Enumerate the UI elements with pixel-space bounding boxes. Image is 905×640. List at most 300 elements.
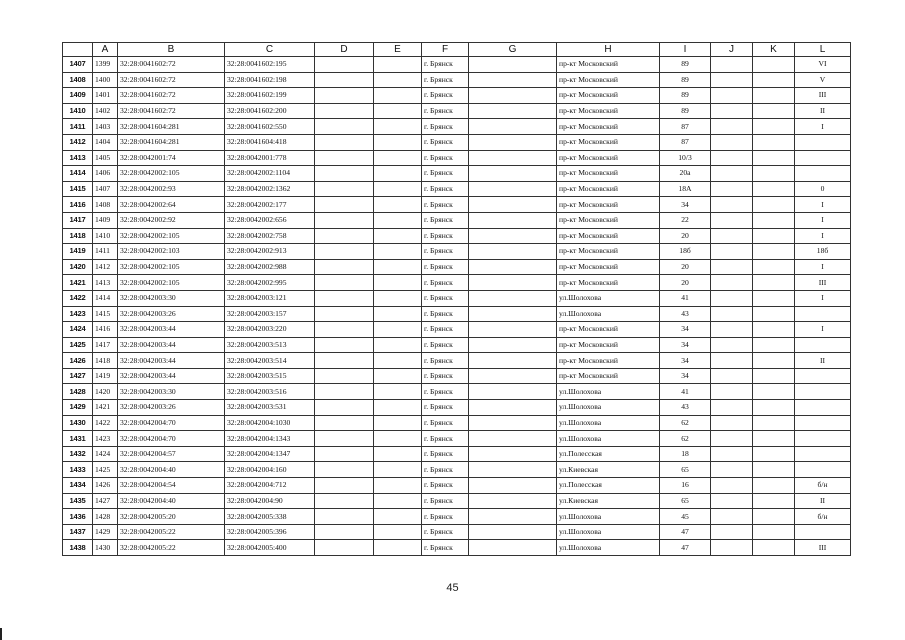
cell-j[interactable] bbox=[711, 150, 753, 166]
cell-j[interactable] bbox=[711, 462, 753, 478]
cell-k[interactable] bbox=[753, 134, 795, 150]
cell-a[interactable]: 1422 bbox=[93, 415, 118, 431]
cell-a[interactable]: 1421 bbox=[93, 400, 118, 416]
cell-l[interactable]: б/н bbox=[795, 509, 851, 525]
cell-g[interactable] bbox=[469, 197, 557, 213]
cell-d[interactable] bbox=[315, 493, 374, 509]
cell-d[interactable] bbox=[315, 57, 374, 73]
cell-a[interactable]: 1414 bbox=[93, 290, 118, 306]
cell-i[interactable]: 89 bbox=[660, 88, 711, 104]
cell-d[interactable] bbox=[315, 368, 374, 384]
cell-c[interactable]: 32:28:0042002:656 bbox=[225, 212, 315, 228]
cell-b[interactable]: 32:28:0042005:22 bbox=[118, 524, 225, 540]
cell-d[interactable] bbox=[315, 259, 374, 275]
cell-c[interactable]: 32:28:0042004:90 bbox=[225, 493, 315, 509]
cell-f[interactable]: г. Брянск bbox=[422, 384, 469, 400]
cell-c[interactable]: 32:28:0042002:1362 bbox=[225, 181, 315, 197]
cell-b[interactable]: 32:28:0042004:40 bbox=[118, 462, 225, 478]
column-header-b[interactable]: B bbox=[118, 43, 225, 57]
cell-c[interactable]: 32:28:0041602:199 bbox=[225, 88, 315, 104]
cell-d[interactable] bbox=[315, 166, 374, 182]
cell-l[interactable]: 18б bbox=[795, 244, 851, 260]
cell-f[interactable]: г. Брянск bbox=[422, 259, 469, 275]
row-number[interactable]: 1414 bbox=[63, 166, 93, 182]
row-number[interactable]: 1432 bbox=[63, 446, 93, 462]
cell-h[interactable]: пр-кт Московский bbox=[557, 368, 660, 384]
cell-i[interactable]: 10/3 bbox=[660, 150, 711, 166]
cell-b[interactable]: 32:28:0042003:44 bbox=[118, 337, 225, 353]
cell-k[interactable] bbox=[753, 368, 795, 384]
cell-i[interactable]: 47 bbox=[660, 524, 711, 540]
cell-d[interactable] bbox=[315, 244, 374, 260]
row-number[interactable]: 1418 bbox=[63, 228, 93, 244]
cell-k[interactable] bbox=[753, 524, 795, 540]
cell-h[interactable]: пр-кт Московский bbox=[557, 88, 660, 104]
cell-j[interactable] bbox=[711, 119, 753, 135]
cell-g[interactable] bbox=[469, 431, 557, 447]
cell-c[interactable]: 32:28:0042005:396 bbox=[225, 524, 315, 540]
cell-c[interactable]: 32:28:0042003:121 bbox=[225, 290, 315, 306]
cell-j[interactable] bbox=[711, 431, 753, 447]
row-number[interactable]: 1434 bbox=[63, 478, 93, 494]
cell-d[interactable] bbox=[315, 212, 374, 228]
cell-j[interactable] bbox=[711, 384, 753, 400]
cell-g[interactable] bbox=[469, 400, 557, 416]
cell-d[interactable] bbox=[315, 275, 374, 291]
cell-e[interactable] bbox=[374, 275, 422, 291]
cell-e[interactable] bbox=[374, 524, 422, 540]
cell-i[interactable]: 65 bbox=[660, 462, 711, 478]
cell-l[interactable]: I bbox=[795, 212, 851, 228]
cell-l[interactable]: I bbox=[795, 322, 851, 338]
cell-e[interactable] bbox=[374, 337, 422, 353]
cell-a[interactable]: 1429 bbox=[93, 524, 118, 540]
cell-d[interactable] bbox=[315, 431, 374, 447]
cell-i[interactable]: 34 bbox=[660, 322, 711, 338]
cell-c[interactable]: 32:28:0042005:338 bbox=[225, 509, 315, 525]
cell-g[interactable] bbox=[469, 134, 557, 150]
cell-g[interactable] bbox=[469, 462, 557, 478]
cell-j[interactable] bbox=[711, 446, 753, 462]
cell-a[interactable]: 1405 bbox=[93, 150, 118, 166]
cell-b[interactable]: 32:28:0042004:40 bbox=[118, 493, 225, 509]
cell-f[interactable]: г. Брянск bbox=[422, 353, 469, 369]
cell-e[interactable] bbox=[374, 88, 422, 104]
cell-k[interactable] bbox=[753, 337, 795, 353]
cell-k[interactable] bbox=[753, 353, 795, 369]
cell-f[interactable]: г. Брянск bbox=[422, 228, 469, 244]
cell-b[interactable]: 32:28:0042003:30 bbox=[118, 384, 225, 400]
cell-f[interactable]: г. Брянск bbox=[422, 400, 469, 416]
cell-f[interactable]: г. Брянск bbox=[422, 415, 469, 431]
row-number[interactable]: 1408 bbox=[63, 72, 93, 88]
cell-j[interactable] bbox=[711, 166, 753, 182]
cell-a[interactable]: 1427 bbox=[93, 493, 118, 509]
cell-j[interactable] bbox=[711, 493, 753, 509]
cell-g[interactable] bbox=[469, 524, 557, 540]
cell-k[interactable] bbox=[753, 166, 795, 182]
cell-e[interactable] bbox=[374, 415, 422, 431]
cell-i[interactable]: 62 bbox=[660, 415, 711, 431]
cell-g[interactable] bbox=[469, 212, 557, 228]
cell-j[interactable] bbox=[711, 103, 753, 119]
cell-e[interactable] bbox=[374, 244, 422, 260]
cell-d[interactable] bbox=[315, 290, 374, 306]
cell-d[interactable] bbox=[315, 197, 374, 213]
cell-j[interactable] bbox=[711, 400, 753, 416]
cell-a[interactable]: 1410 bbox=[93, 228, 118, 244]
cell-d[interactable] bbox=[315, 306, 374, 322]
cell-l[interactable]: II bbox=[795, 103, 851, 119]
cell-k[interactable] bbox=[753, 275, 795, 291]
cell-e[interactable] bbox=[374, 478, 422, 494]
cell-e[interactable] bbox=[374, 72, 422, 88]
cell-g[interactable] bbox=[469, 384, 557, 400]
cell-b[interactable]: 32:28:0042003:44 bbox=[118, 353, 225, 369]
cell-l[interactable] bbox=[795, 337, 851, 353]
column-header-a[interactable]: A bbox=[93, 43, 118, 57]
cell-f[interactable]: г. Брянск bbox=[422, 57, 469, 73]
cell-i[interactable]: 34 bbox=[660, 197, 711, 213]
row-number[interactable]: 1427 bbox=[63, 368, 93, 384]
cell-d[interactable] bbox=[315, 88, 374, 104]
cell-i[interactable]: 34 bbox=[660, 337, 711, 353]
cell-d[interactable] bbox=[315, 524, 374, 540]
cell-g[interactable] bbox=[469, 166, 557, 182]
cell-e[interactable] bbox=[374, 181, 422, 197]
cell-b[interactable]: 32:28:0042005:20 bbox=[118, 509, 225, 525]
cell-a[interactable]: 1416 bbox=[93, 322, 118, 338]
cell-h[interactable]: ул.Шолохова bbox=[557, 306, 660, 322]
cell-k[interactable] bbox=[753, 181, 795, 197]
cell-b[interactable]: 32:28:0041602:72 bbox=[118, 103, 225, 119]
cell-l[interactable] bbox=[795, 446, 851, 462]
row-number[interactable]: 1431 bbox=[63, 431, 93, 447]
cell-g[interactable] bbox=[469, 540, 557, 556]
row-number[interactable]: 1409 bbox=[63, 88, 93, 104]
cell-e[interactable] bbox=[374, 446, 422, 462]
row-number[interactable]: 1415 bbox=[63, 181, 93, 197]
cell-f[interactable]: г. Брянск bbox=[422, 337, 469, 353]
cell-e[interactable] bbox=[374, 322, 422, 338]
cell-j[interactable] bbox=[711, 540, 753, 556]
cell-c[interactable]: 32:28:0042002:995 bbox=[225, 275, 315, 291]
cell-l[interactable] bbox=[795, 368, 851, 384]
row-number[interactable]: 1429 bbox=[63, 400, 93, 416]
cell-l[interactable]: I bbox=[795, 259, 851, 275]
cell-i[interactable]: 34 bbox=[660, 368, 711, 384]
cell-e[interactable] bbox=[374, 150, 422, 166]
cell-f[interactable]: г. Брянск bbox=[422, 322, 469, 338]
cell-e[interactable] bbox=[374, 228, 422, 244]
cell-k[interactable] bbox=[753, 431, 795, 447]
cell-f[interactable]: г. Брянск bbox=[422, 134, 469, 150]
row-number[interactable]: 1428 bbox=[63, 384, 93, 400]
cell-i[interactable]: 47 bbox=[660, 540, 711, 556]
cell-b[interactable]: 32:28:0041602:72 bbox=[118, 88, 225, 104]
cell-j[interactable] bbox=[711, 322, 753, 338]
cell-l[interactable] bbox=[795, 431, 851, 447]
cell-f[interactable]: г. Брянск bbox=[422, 119, 469, 135]
cell-b[interactable]: 32:28:0042003:44 bbox=[118, 322, 225, 338]
cell-j[interactable] bbox=[711, 72, 753, 88]
cell-h[interactable]: пр-кт Московский bbox=[557, 57, 660, 73]
cell-f[interactable]: г. Брянск bbox=[422, 103, 469, 119]
cell-i[interactable]: 41 bbox=[660, 290, 711, 306]
row-number[interactable]: 1433 bbox=[63, 462, 93, 478]
cell-b[interactable]: 32:28:0042003:44 bbox=[118, 368, 225, 384]
cell-i[interactable]: 20 bbox=[660, 228, 711, 244]
column-header-l[interactable]: L bbox=[795, 43, 851, 57]
row-number[interactable]: 1437 bbox=[63, 524, 93, 540]
cell-e[interactable] bbox=[374, 462, 422, 478]
cell-h[interactable]: пр-кт Московский bbox=[557, 244, 660, 260]
cell-e[interactable] bbox=[374, 290, 422, 306]
cell-h[interactable]: пр-кт Московский bbox=[557, 259, 660, 275]
cell-b[interactable]: 32:28:0042002:105 bbox=[118, 259, 225, 275]
cell-h[interactable]: пр-кт Московский bbox=[557, 197, 660, 213]
cell-a[interactable]: 1415 bbox=[93, 306, 118, 322]
cell-d[interactable] bbox=[315, 509, 374, 525]
cell-b[interactable]: 32:28:0042003:26 bbox=[118, 400, 225, 416]
row-number[interactable]: 1425 bbox=[63, 337, 93, 353]
cell-i[interactable]: 16 bbox=[660, 478, 711, 494]
cell-f[interactable]: г. Брянск bbox=[422, 212, 469, 228]
cell-l[interactable] bbox=[795, 415, 851, 431]
cell-i[interactable]: 43 bbox=[660, 400, 711, 416]
cell-l[interactable]: III bbox=[795, 88, 851, 104]
cell-l[interactable] bbox=[795, 166, 851, 182]
cell-h[interactable]: пр-кт Московский bbox=[557, 134, 660, 150]
cell-a[interactable]: 1404 bbox=[93, 134, 118, 150]
cell-h[interactable]: ул.Полесская bbox=[557, 446, 660, 462]
row-number[interactable]: 1420 bbox=[63, 259, 93, 275]
row-number[interactable]: 1412 bbox=[63, 134, 93, 150]
cell-a[interactable]: 1400 bbox=[93, 72, 118, 88]
cell-e[interactable] bbox=[374, 368, 422, 384]
cell-a[interactable]: 1401 bbox=[93, 88, 118, 104]
cell-c[interactable]: 32:28:0042002:988 bbox=[225, 259, 315, 275]
cell-c[interactable]: 32:28:0042003:514 bbox=[225, 353, 315, 369]
cell-l[interactable]: III bbox=[795, 275, 851, 291]
cell-j[interactable] bbox=[711, 509, 753, 525]
cell-g[interactable] bbox=[469, 290, 557, 306]
cell-i[interactable]: 43 bbox=[660, 306, 711, 322]
cell-i[interactable]: 45 bbox=[660, 509, 711, 525]
cell-j[interactable] bbox=[711, 197, 753, 213]
cell-k[interactable] bbox=[753, 415, 795, 431]
cell-g[interactable] bbox=[469, 244, 557, 260]
cell-h[interactable]: пр-кт Московский bbox=[557, 353, 660, 369]
cell-j[interactable] bbox=[711, 353, 753, 369]
cell-c[interactable]: 32:28:0042004:160 bbox=[225, 462, 315, 478]
cell-f[interactable]: г. Брянск bbox=[422, 540, 469, 556]
cell-k[interactable] bbox=[753, 197, 795, 213]
cell-d[interactable] bbox=[315, 446, 374, 462]
column-header-e[interactable]: E bbox=[374, 43, 422, 57]
cell-a[interactable]: 1413 bbox=[93, 275, 118, 291]
cell-g[interactable] bbox=[469, 306, 557, 322]
cell-a[interactable]: 1409 bbox=[93, 212, 118, 228]
cell-h[interactable]: ул.Шолохова bbox=[557, 509, 660, 525]
cell-b[interactable]: 32:28:0041604:281 bbox=[118, 134, 225, 150]
cell-e[interactable] bbox=[374, 493, 422, 509]
cell-a[interactable]: 1412 bbox=[93, 259, 118, 275]
cell-j[interactable] bbox=[711, 181, 753, 197]
cell-a[interactable]: 1424 bbox=[93, 446, 118, 462]
cell-i[interactable]: 87 bbox=[660, 134, 711, 150]
cell-j[interactable] bbox=[711, 275, 753, 291]
cell-e[interactable] bbox=[374, 103, 422, 119]
cell-f[interactable]: г. Брянск bbox=[422, 431, 469, 447]
cell-e[interactable] bbox=[374, 166, 422, 182]
cell-i[interactable]: 87 bbox=[660, 119, 711, 135]
cell-b[interactable]: 32:28:0042002:105 bbox=[118, 275, 225, 291]
cell-a[interactable]: 1426 bbox=[93, 478, 118, 494]
cell-i[interactable]: 18б bbox=[660, 244, 711, 260]
cell-c[interactable]: 32:28:0042004:1343 bbox=[225, 431, 315, 447]
cell-d[interactable] bbox=[315, 478, 374, 494]
cell-h[interactable]: пр-кт Московский bbox=[557, 212, 660, 228]
cell-g[interactable] bbox=[469, 322, 557, 338]
cell-j[interactable] bbox=[711, 368, 753, 384]
cell-c[interactable]: 32:28:0042003:513 bbox=[225, 337, 315, 353]
cell-l[interactable]: I bbox=[795, 197, 851, 213]
cell-j[interactable] bbox=[711, 478, 753, 494]
cell-k[interactable] bbox=[753, 119, 795, 135]
cell-l[interactable] bbox=[795, 134, 851, 150]
cell-h[interactable]: ул.Киевская bbox=[557, 462, 660, 478]
cell-g[interactable] bbox=[469, 415, 557, 431]
cell-i[interactable]: 18 bbox=[660, 446, 711, 462]
cell-d[interactable] bbox=[315, 103, 374, 119]
cell-c[interactable]: 32:28:0042004:712 bbox=[225, 478, 315, 494]
column-header-d[interactable]: D bbox=[315, 43, 374, 57]
cell-b[interactable]: 32:28:0042002:93 bbox=[118, 181, 225, 197]
cell-f[interactable]: г. Брянск bbox=[422, 181, 469, 197]
cell-e[interactable] bbox=[374, 353, 422, 369]
cell-i[interactable]: 41 bbox=[660, 384, 711, 400]
cell-b[interactable]: 32:28:0042002:105 bbox=[118, 228, 225, 244]
cell-k[interactable] bbox=[753, 446, 795, 462]
row-number[interactable]: 1416 bbox=[63, 197, 93, 213]
cell-k[interactable] bbox=[753, 150, 795, 166]
cell-b[interactable]: 32:28:0042001:74 bbox=[118, 150, 225, 166]
cell-g[interactable] bbox=[469, 72, 557, 88]
column-header-h[interactable]: H bbox=[557, 43, 660, 57]
cell-j[interactable] bbox=[711, 524, 753, 540]
cell-c[interactable]: 32:28:0042004:1030 bbox=[225, 415, 315, 431]
cell-g[interactable] bbox=[469, 337, 557, 353]
cell-f[interactable]: г. Брянск bbox=[422, 306, 469, 322]
cell-a[interactable]: 1403 bbox=[93, 119, 118, 135]
cell-g[interactable] bbox=[469, 103, 557, 119]
cell-g[interactable] bbox=[469, 509, 557, 525]
cell-d[interactable] bbox=[315, 181, 374, 197]
cell-k[interactable] bbox=[753, 462, 795, 478]
cell-f[interactable]: г. Брянск bbox=[422, 244, 469, 260]
cell-e[interactable] bbox=[374, 134, 422, 150]
cell-j[interactable] bbox=[711, 290, 753, 306]
row-number[interactable]: 1435 bbox=[63, 493, 93, 509]
column-header-i[interactable]: I bbox=[660, 43, 711, 57]
cell-d[interactable] bbox=[315, 322, 374, 338]
row-number[interactable]: 1426 bbox=[63, 353, 93, 369]
row-number[interactable]: 1421 bbox=[63, 275, 93, 291]
cell-k[interactable] bbox=[753, 57, 795, 73]
row-number[interactable]: 1411 bbox=[63, 119, 93, 135]
cell-h[interactable]: пр-кт Московский bbox=[557, 181, 660, 197]
cell-k[interactable] bbox=[753, 509, 795, 525]
cell-i[interactable]: 89 bbox=[660, 57, 711, 73]
cell-j[interactable] bbox=[711, 57, 753, 73]
cell-l[interactable]: б/н bbox=[795, 478, 851, 494]
cell-k[interactable] bbox=[753, 400, 795, 416]
cell-f[interactable]: г. Брянск bbox=[422, 368, 469, 384]
cell-i[interactable]: 20 bbox=[660, 275, 711, 291]
cell-d[interactable] bbox=[315, 400, 374, 416]
cell-e[interactable] bbox=[374, 57, 422, 73]
cell-k[interactable] bbox=[753, 478, 795, 494]
cell-i[interactable]: 20а bbox=[660, 166, 711, 182]
cell-c[interactable]: 32:28:0041602:200 bbox=[225, 103, 315, 119]
cell-i[interactable]: 89 bbox=[660, 72, 711, 88]
cell-b[interactable]: 32:28:0042002:103 bbox=[118, 244, 225, 260]
cell-b[interactable]: 32:28:0042004:70 bbox=[118, 415, 225, 431]
cell-l[interactable]: III bbox=[795, 540, 851, 556]
cell-i[interactable]: 20 bbox=[660, 259, 711, 275]
cell-f[interactable]: г. Брянск bbox=[422, 166, 469, 182]
cell-h[interactable]: пр-кт Московский bbox=[557, 119, 660, 135]
cell-b[interactable]: 32:28:0042004:54 bbox=[118, 478, 225, 494]
row-number[interactable]: 1413 bbox=[63, 150, 93, 166]
cell-k[interactable] bbox=[753, 540, 795, 556]
cell-h[interactable]: ул.Шолохова bbox=[557, 400, 660, 416]
cell-l[interactable]: V bbox=[795, 72, 851, 88]
cell-b[interactable]: 32:28:0041604:281 bbox=[118, 119, 225, 135]
cell-b[interactable]: 32:28:0042002:105 bbox=[118, 166, 225, 182]
cell-a[interactable]: 1423 bbox=[93, 431, 118, 447]
cell-c[interactable]: 32:28:0042004:1347 bbox=[225, 446, 315, 462]
cell-f[interactable]: г. Брянск bbox=[422, 478, 469, 494]
cell-a[interactable]: 1411 bbox=[93, 244, 118, 260]
cell-h[interactable]: ул.Полесская bbox=[557, 478, 660, 494]
cell-a[interactable]: 1407 bbox=[93, 181, 118, 197]
cell-g[interactable] bbox=[469, 181, 557, 197]
cell-d[interactable] bbox=[315, 228, 374, 244]
cell-j[interactable] bbox=[711, 244, 753, 260]
cell-a[interactable]: 1419 bbox=[93, 368, 118, 384]
cell-d[interactable] bbox=[315, 462, 374, 478]
cell-f[interactable]: г. Брянск bbox=[422, 446, 469, 462]
column-header-j[interactable]: J bbox=[711, 43, 753, 57]
corner-header[interactable] bbox=[63, 43, 93, 57]
cell-i[interactable]: 34 bbox=[660, 353, 711, 369]
cell-h[interactable]: ул.Шолохова bbox=[557, 540, 660, 556]
cell-j[interactable] bbox=[711, 337, 753, 353]
cell-j[interactable] bbox=[711, 134, 753, 150]
cell-l[interactable]: II bbox=[795, 493, 851, 509]
cell-d[interactable] bbox=[315, 150, 374, 166]
cell-c[interactable]: 32:28:0041602:195 bbox=[225, 57, 315, 73]
cell-h[interactable]: пр-кт Московский bbox=[557, 166, 660, 182]
cell-b[interactable]: 32:28:0042003:30 bbox=[118, 290, 225, 306]
cell-b[interactable]: 32:28:0042005:22 bbox=[118, 540, 225, 556]
cell-k[interactable] bbox=[753, 103, 795, 119]
cell-h[interactable]: пр-кт Московский bbox=[557, 72, 660, 88]
cell-e[interactable] bbox=[374, 400, 422, 416]
cell-h[interactable]: пр-кт Московский bbox=[557, 275, 660, 291]
